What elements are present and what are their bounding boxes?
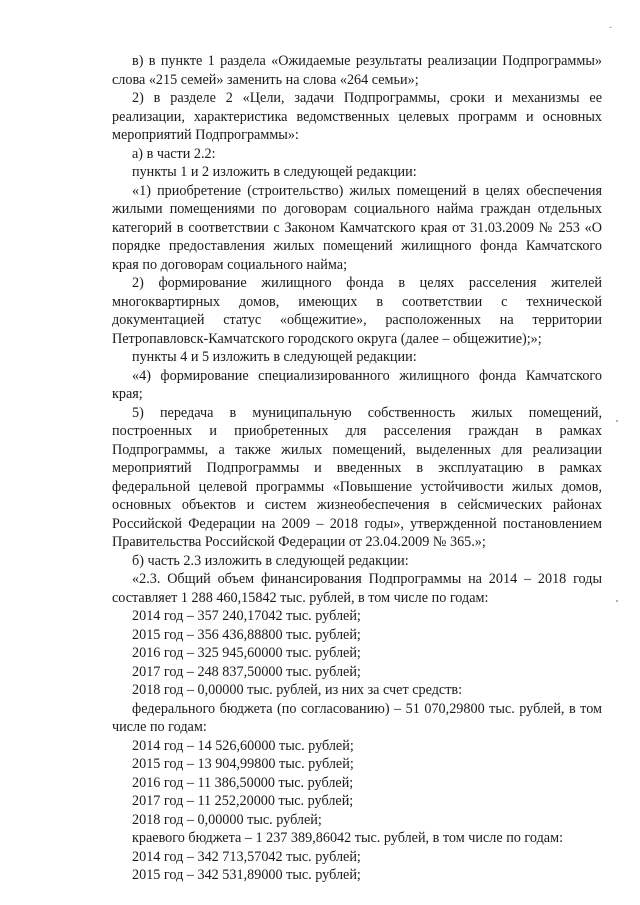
paragraph: б) часть 2.3 изложить в следующей редакции: [132,552,409,569]
list-item: 2015 год – 342 531,89000 тыс. рублей; [132,867,361,883]
list-item: 2014 год – 357 240,17042 тыс. рублей; [132,608,361,624]
document-body [112,52,602,885]
list-item: 2017 год – 248 837,50000 тыс. рублей; [132,663,361,680]
paragraph: 2) формирование жилищного фонда в целях расселения жителей многоквартирных домов, имеющих в соответствии с технической документацией статус «общежитие», расположенных на территории Петропавловск-Камчатского городского округа (далее – общежитие);»; [112,275,602,347]
list-item: 2014 год – 14 526,60000 тыс. рублей; [132,737,354,754]
list-item: 2014 год – 342 713,57042 тыс. рублей; [132,848,361,865]
paragraph: краевого бюджета – 1 237 389,86042 тыс. рублей, в том числе по годам: [132,830,564,846]
list-item: 2015 год – 356 436,88800 тыс. рублей; [132,626,361,643]
paragraph: пункты 4 и 5 изложить в следующей редакции: [132,349,417,365]
margin-dot [616,420,618,422]
paragraph: в) в пункте 1 раздела «Ожидаемые результаты реализации Подпрограммы» слова «215 семей» заменить на слова «264 семьи»; [112,53,602,88]
paragraph: 5) передача в муниципальную собственность жилых помещений, построенных и приобретенных для расселения граждан в рамках Подпрограммы, а также жилых помещений, выделенных для реализации мероприятий Подпрограммы и введенных в эксплуатацию в рамках федеральной целевой программы «Повышение устойчивости жилых домов, основных объектов и систем жизнеобеспечения в сейсмических районах Российской Федерации на 2009 – 2018 годы», утвержденной постановлением Правительства Российской Федерации от 23.04.2009 № 365.»; [112,404,602,550]
margin-dot [616,600,618,602]
list-item: 2017 год – 11 252,20000 тыс. рублей; [132,793,354,809]
list-item: 2015 год – 13 904,99800 тыс. рублей; [132,756,354,772]
paragraph: федерального бюджета (по согласованию) – 51 070,29800 тыс. рублей, в том числе по годам: [112,700,602,735]
list-item: 2016 год – 11 386,50000 тыс. рублей; [132,774,354,791]
paragraph: а) в части 2.2: [132,145,216,162]
paragraph: пункты 1 и 2 изложить в следующей редакции: [132,164,417,180]
corner-mark: - [609,22,612,32]
list-item: 2016 год – 325 945,60000 тыс. рублей; [132,645,361,661]
paragraph: «1) приобретение (строительство) жилых помещений в целях обеспечения жилыми помещениями по договорам социального найма граждан отдельных категорий в соответствии с Законом Камчатского края от 31.03.2009 № 253 «О порядке предоставления жилых помещений жилищного фонда Камчатского края по договорам социального найма; [112,182,602,273]
paragraph: «4) формирование специализированного жилищного фонда Камчатского края; [112,367,602,402]
paragraph: 2) в разделе 2 «Цели, задачи Подпрограммы, сроки и механизмы ее реализации, характеристика ведомственных целевых программ и основных мероприятий Подпрограммы»: [112,90,602,143]
list-item: 2018 год – 0,00000 тыс. рублей; [132,811,322,828]
list-item: 2018 год – 0,00000 тыс. рублей, из них за счет средств: [132,682,463,698]
paragraph: «2.3. Общий объем финансирования Подпрограммы на 2014 – 2018 годы составляет 1 288 460,15842 тыс. рублей, в том числе по годам: [112,571,602,606]
